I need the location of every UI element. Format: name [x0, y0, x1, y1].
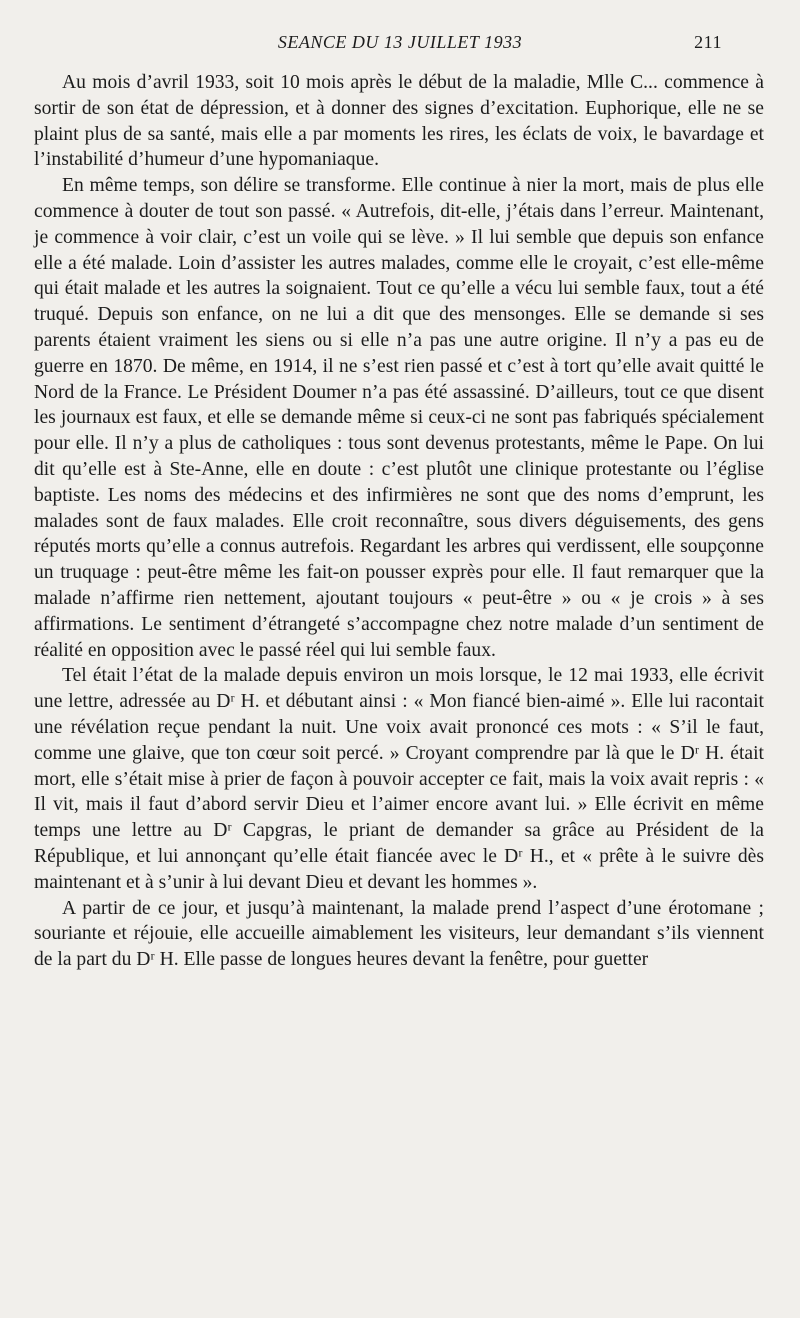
paragraph: Tel était l’état de la malade depuis environ un mois lorsque, le 12 mai 1933, elle écrivit une lettre, adressée au Dʳ H. et débutant ainsi : « Mon fiancé bien-aimé ». Elle lui racontait une révélation reçue pendant la nuit. Une voix avait prononcé ces mots : « S’il le faut, comme une glaive, que ton cœur soit percé. » Croyant comprendre par là que le Dʳ H. était mort, elle s’était mise à prier de façon à pouvoir accepter ce fait, mais la voix avait repris : « Il vit, mais il faut d’abord servir Dieu et l’aimer encore avant lui. » Elle écrivit en même temps une lettre au Dʳ Capgras, le priant de demander sa grâce au Président de la République, et lui annonçant qu’elle était fiancée avec le Dʳ H., et « prête à le suivre dès maintenant et à s’unir à lui devant Dieu et devant les hommes ». [34, 665, 764, 893]
page-number: 211 [694, 32, 722, 52]
paragraph: A partir de ce jour, et jusqu’à maintenant, la malade prend l’aspect d’une érotomane ; souriante et réjouie, elle accueille aimablement les visiteurs, leur demandant s’ils viennent de la part du Dʳ H. Elle passe de longues heures devant la fenêtre, pour guetter [34, 897, 764, 971]
running-head [34, 30, 766, 64]
paragraph: Au mois d’avril 1933, soit 10 mois après le début de la maladie, Mlle C... commence à sortir de son état de dépression, et à donner des signes d’excitation. Euphorique, elle ne se plaint plus de sa santé, mais elle a par moments les rires, les éclats de voix, le bavardage et l’instabilité d’humeur d’une hypomaniaque. [34, 72, 764, 171]
running-title: SEANCE DU 13 JUILLET 1933 [277, 32, 523, 52]
body-text [34, 70, 764, 973]
paragraph: En même temps, son délire se transforme. Elle continue à nier la mort, mais de plus elle commence à douter de tout son passé. « Autrefois, dit-elle, j’étais dans l’erreur. Maintenant, je commence à voir clair, c’est un voile qui se lève. » Il lui semble que depuis son enfance elle a été malade. Loin d’assister les autres malades, comme elle le croyait, c’est elle-même qui était malade et les autres la soignaient. Tout ce qu’elle a vécu lui semble faux, tout a été truqué. Depuis son enfance, on ne lui a dit que des mensonges. Elle se demande si ses parents étaient vraiment les siens ou si elle n’a pas une autre origine. Il n’y a pas eu de guerre en 1870. De même, en 1914, il ne s’est rien passé et c’est à tort qu’elle avait quitté le Nord de la France. Le Président Doumer n’a pas été assassiné. D’ailleurs, tout ce que disent les journaux est faux, et elle se demande même si ceux-ci ne sont pas fabriqués spécialement pour elle. Il n’y a plus de catholiques : tous sont devenus protestants, même le Pape. On lui dit qu’elle est à Ste-Anne, elle en doute : c’est plutôt une clinique protestante ou l’église baptiste. Les noms des médecins et des infirmières ne sont que des noms d’emprunt, les malades sont de faux malades. Elle croit reconnaître, sous divers déguisements, des gens réputés morts qu’elle a connus autrefois. Regardant les arbres qui verdissent, elle soupçonne un truquage : peut-être même les fait-on pousser exprès pour elle. Il faut remarquer que la malade n’affirme rien nettement, ajoutant toujours « peut-être » ou « je crois » à ses affirmations. Le sentiment d’étrangeté s’accompagne chez notre malade d’un sentiment de réalité en opposition avec le passé réel qui lui semble faux. [34, 175, 764, 661]
